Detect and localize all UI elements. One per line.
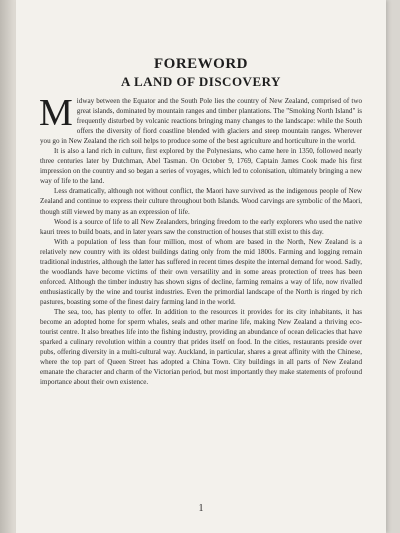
paragraph: Wood is a source of life to all New Zealanders, bringing freedom to the early explorers who used the native kauri trees to build boats, and in later years saw the construction of houses that still exist to this day. [40,217,362,236]
paragraph: It is also a land rich in culture, first explored by the Polynesians, who came here in 1350, followed nearly three centuries later by Dutchman, Abel Tasman. On October 9, 1769, Captain James Cook made his first impression on the country and so began a series of voyages, which led to colonisation, ultimately bringing a new way of life to the land. [40,147,362,186]
paragraph: Less dramatically, although not without conflict, the Maori have survived as the indigenous people of New Zealand and continue to express their culture throughout both Islands. Wood carvings are symbolic of the Maori, though still viewed by many as an expression of life. [40,187,362,216]
paragraph: With a population of less than four million, most of whom are based in the North, New Zealand is a relatively new country with its oldest buildings dating only from the mid 1800s. Farming and logging remain traditional industries, although the latter has suffered in recent times despite the internal demand for wood. Sadly, the woodlands have become victims of their own versatility and in some areas protection of trees has been enforced. Although the timber industry has shown signs of decline, farming remains a way of life, now rivalled enthusiastically by the wine and tourist industries. Even the primordial landscape of the North is ringed by rich pastures, boasting some of the finest dairy farming land in the world. [40,237,362,306]
book-gutter-shadow [0,0,16,533]
book-page [16,0,386,533]
page-subtitle: A LAND OF DISCOVERY [121,74,281,89]
paragraph: The sea, too, has plenty to offer. In addition to the resources it provides for its city inhabitants, it has become an adopted home for sperm whales, seals and other marine life, making New Zealand a thriving eco-tourist centre. It also breathes life into the fishing industry, providing an abundance of ocean delicacies that have sparked a culinary revolution within a country that prides itself on food. In the cities, restaurants preside over pubs, offering diversity in a multi-cultural way. Auckland, in particular, shares a great affinity with the Chinese, where the top part of Queen Street has adopted a China Town. City buildings in all parts of New Zealand emanate the character and charm of the Victorian period, but most importantly they make statements of profound importance about their own existence. [40,307,362,387]
paragraph-intro [39,92,362,146]
drop-cap: M [39,92,73,134]
page-number: 1 [198,503,204,514]
body-text [39,92,362,387]
page-title: FOREWORD [154,56,248,72]
paragraph-intro-text: idway between the Equator and the South Pole lies the country of New Zealand, comprised of two great islands, dominated by mountain ranges and timber plantations. The "Smoking North Island" is frequently disturbed by volcanic reactions bringing many changes to the landscape: while the South offers the diversity of fiord coastline blended with glaciers and steep mountain ranges. Wherever you go in New Zealand the rich soil helps to produce some of the best agriculture and horticulture in the world. [40,97,362,146]
